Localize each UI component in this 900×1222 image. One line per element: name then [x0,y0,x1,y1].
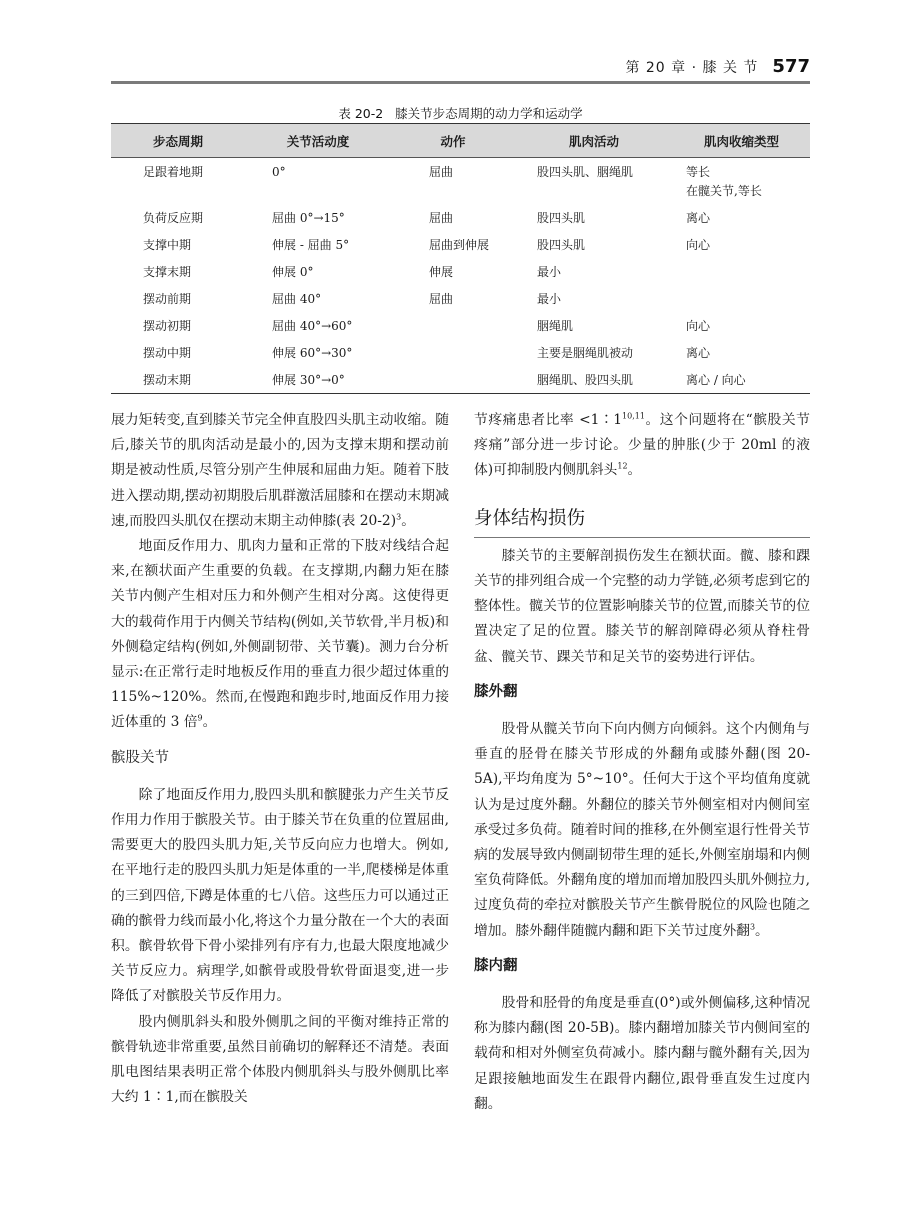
table-cell: 向心 [686,319,711,333]
column-header: 关节活动度 [245,124,391,158]
table-cell: 屈曲 [429,165,454,179]
paragraph [111,408,449,534]
paragraph-text: 。这个问题将在“髌股关节疼痛”部分进一步讨论。少量的肿胀(少于 20ml 的液体)可抑制股内侧肌斜头 [474,412,810,479]
table-cell: 0° [272,165,286,179]
gait-table [111,123,810,394]
table-cell: 伸展 - 屈曲 5° [272,238,350,252]
right-column [474,408,810,1117]
table-cell [391,339,515,366]
table-cell: 最小 [537,265,562,279]
table-cell: 伸展 60°→30° [272,346,353,360]
table-cell [391,366,515,394]
table-cell: 支撑末期 [143,265,192,279]
table-cell: 摆动初期 [143,319,192,333]
header-rule [111,81,810,84]
table-cell: 等长 在髋关节,等长 [686,165,762,198]
citation-ref: 3 [749,922,756,932]
column-header: 动作 [391,124,515,158]
paragraph-text: 。 [627,462,642,479]
running-head-text [625,56,810,77]
table-cell: 股四头肌 [537,211,586,225]
table-cell: 股四头肌 [537,238,586,252]
table-cell: 摆动前期 [143,292,192,306]
table-cell: 支撑中期 [143,238,192,252]
table-cell: 屈曲 [429,292,454,306]
paragraph [111,534,449,736]
paragraph-text: 。 [202,714,217,731]
paragraph [474,717,810,944]
table-cell: 足跟着地期 [143,165,204,179]
chapter-title: 第 20 章 · 膝 关 节 [625,60,759,76]
table-cell: 离心 / 向心 [673,366,810,394]
table-row [111,258,810,285]
table-cell: 胭绳肌、股四头肌 [515,366,673,394]
paragraph: 膝关节的主要解剖损伤发生在额状面。髋、膝和踝关节的排列组合成一个完整的动力学链,必须考虑到它的整体性。髋关节的位置影响膝关节的位置,而膝关节的位置决定了足的位置。膝关节的解剖障碍必须从脊柱骨盆、髋关节、踝关节和足关节的姿势进行评估。 [474,547,810,665]
paragraph: 股内侧肌斜头和股外侧肌之间的平衡对维持正常的髌骨轨迹非常重要,虽然目前确切的解释还不清楚。表面肌电图结果表明正常个体股内侧肌斜头与股外侧肌比率大约 1∶1,而在髌股关 [111,1013,449,1106]
table-cell: 屈曲 0°→15° [272,211,345,225]
table-cell: 屈曲 [429,211,454,225]
table-row [111,339,810,366]
table-row [111,285,810,312]
table-row [111,204,810,231]
table-caption: 表 20-2 膝关节步态周期的动力学和运动学 [338,106,583,121]
table-cell: 伸展 30°→0° [245,366,391,394]
table-cell: 胭绳肌 [537,319,574,333]
table-cell [673,258,810,285]
citation-ref: 10,11 [622,411,645,421]
table-cell: 负荷反应期 [143,211,204,225]
table-cell: 摆动末期 [111,366,245,394]
table-row [111,231,810,258]
table-row [111,158,810,205]
paragraph-text: 展力矩转变,直到膝关节完全伸直股四头肌主动收缩。随后,膝关节的肌肉活动是最小的,因为支撑末期和摆动前期是被动性质,尽管分别产生伸展和屈曲力矩。随着下肢进入摆动期,摆动初期股后肌群激活屈膝和在摆动末期减速,而股四头肌仅在摆动末期主动伸膝(表 20-2) [111,412,449,529]
running-head [111,56,810,86]
citation-ref: 9 [197,713,203,723]
table-cell: 离心 [686,211,711,225]
table-cell: 屈曲 40° [272,292,322,306]
column-header: 步态周期 [111,124,245,158]
table-row [111,312,810,339]
paragraph-text: 股骨从髋关节向下向内侧方向倾斜。这个内侧角与垂直的胫骨在膝关节形成的外翻角或膝外翻(图 20-5A),平均角度为 5°~10°。任何大于这个平均值角度就认为是过度外翻。外翻位的膝关节外侧室相对内侧间室承受过多负荷。随着时间的推移,在外侧室退行性骨关节病的发展导致内侧副韧带生理的延长,外侧室崩塌和内侧室负荷降低。外翻角度的增加而增加股四头肌外侧拉力,过度负荷的牵拉对髌股关节产生髌骨脱位的风险也随之增加。膝外翻伴随髋内翻和距下关节过度外翻 [474,721,810,939]
citation-ref: 3 [396,512,402,522]
column-header: 肌肉活动 [515,124,673,158]
table-cell [673,285,810,312]
table-cell: 伸展 [429,265,454,279]
paragraph: 股骨和胫骨的角度是垂直(0°)或外侧偏移,这种情况称为膝内翻(图 20-5B)。膝内翻增加膝关节内侧间室的载荷和相对外侧室负荷减小。膝内翻与髋外翻有关,因为足跟接触地面发生在跟骨内翻位,跟骨垂直发生过度内翻。 [474,995,810,1112]
subheading-genu-valgum: 膝外翻 [474,683,518,700]
table-cell: 屈曲到伸展 [429,238,490,252]
table-cell: 伸展 0° [272,265,314,279]
table-cell: 主要是胭绳肌被动 [537,346,634,360]
table-cell: 屈曲 40°→60° [272,319,353,333]
section-heading: 身体结构损伤 [474,506,810,538]
paragraph [474,408,810,484]
column-header: 肌肉收缩类型 [673,124,810,158]
subheading-genu-varum: 膝内翻 [474,957,518,974]
page-number: 577 [772,56,810,77]
table-cell: 摆动中期 [143,346,192,360]
paragraph-text: 地面反作用力、肌肉力量和正常的下肢对线结合起来,在额状面产生重要的负载。在支撑期,内翻力矩在膝关节内侧产生相对压力和外侧产生相对分离。这使得更大的载荷作用于内侧关节结构(例如,关节软骨,半月板)和外侧稳定结构(例如,外侧副韧带、关节囊)。测力台分析显示:在正常行走时地板反作用的垂直力很少超过体重的115%~120%。然而,在慢跑和跑步时,地面反作用力接近体重的 3 倍 [111,538,449,731]
paragraph: 除了地面反作用力,股四头肌和髌腱张力产生关节反作用力作用于髌股关节。由于膝关节在负重的位置屈曲,需要更大的股四头肌力矩,关节反向应力也增大。例如,在平地行走的股四头肌力矩是体重的一半,爬楼梯是体重的三到四倍,下蹲是体重的七八倍。这些压力可以通过正确的髌骨力线而最小化,将这个力量分散在一个大的表面积。髌骨软骨下骨小梁排列有序有力,也最大限度地减少关节反应力。病理学,如髌骨或股骨软骨面退变,进一步降低了对髌股关节反作用力。 [111,786,449,1005]
table-header-row [111,124,810,158]
table-cell: 股四头肌、胭绳肌 [537,165,634,179]
table-cell: 向心 [686,238,711,252]
table-cell: 最小 [537,292,562,306]
table-cell: 离心 [686,346,711,360]
table-row [111,366,810,394]
left-column [111,408,449,1110]
paragraph-text: 。 [755,922,769,939]
paragraph-text: 。 [401,512,415,529]
citation-ref: 12 [617,461,628,471]
table-cell [391,312,515,339]
subheading-patellofemoral: 髌股关节 [111,749,169,766]
paragraph-text: 节疼痛患者比率 <1∶1 [474,412,623,428]
